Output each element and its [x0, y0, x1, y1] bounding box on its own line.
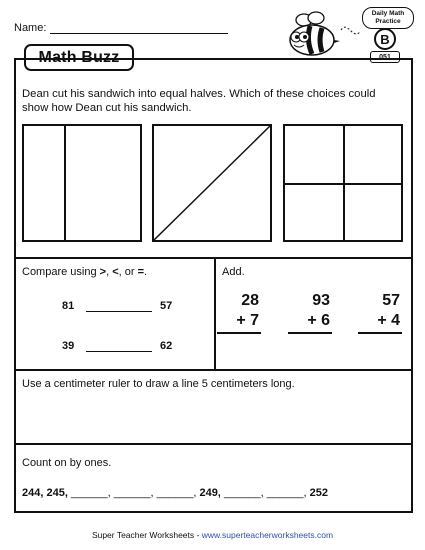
addend-bottom: + 6: [307, 312, 330, 329]
sequence-blank[interactable]: ______,: [156, 487, 197, 499]
bee-icon: [286, 10, 366, 60]
question-2-prompt: Compare using >, <, or =.: [22, 266, 148, 278]
choice-diagonal-halves[interactable]: [152, 124, 272, 242]
compare-left-number: 81: [62, 300, 75, 312]
badge-number: 051: [370, 51, 400, 63]
badge-level: B: [374, 28, 396, 50]
badge-title: Daily Math Practice: [362, 7, 414, 29]
choice-quarters[interactable]: [283, 124, 403, 242]
footer-text: Super Teacher Worksheets -: [91, 530, 202, 540]
ruler-drawing-area[interactable]: [22, 396, 406, 438]
question-4-prompt: Use a centimeter ruler to draw a line 5 centimeters long.: [22, 378, 295, 390]
sequence-blank[interactable]: ______,: [266, 487, 307, 499]
page-title: Math Buzz: [24, 44, 134, 71]
equals-symbol: =: [137, 266, 145, 278]
compare-left-number: 39: [62, 340, 75, 352]
choice-vertical-halves[interactable]: [22, 124, 142, 242]
compare-right-number: 57: [160, 300, 173, 312]
footer-url[interactable]: www.superteacherworksheets.com: [201, 530, 334, 540]
name-label: Name:: [14, 22, 47, 34]
addend-bottom: + 7: [236, 312, 259, 329]
sequence-value: 252: [309, 487, 328, 499]
sum-line[interactable]: [217, 332, 261, 334]
question-3-prompt: Add.: [222, 266, 245, 278]
compare-blank[interactable]: [86, 351, 152, 352]
greater-than-symbol: >: [99, 266, 107, 278]
addend-bottom: + 4: [377, 312, 400, 329]
sum-line[interactable]: [288, 332, 332, 334]
divider: [16, 443, 411, 445]
question-1-prompt: Dean cut his sandwich into equal halves. Which of these choices could show how Dean cut his sandwich.: [22, 88, 376, 114]
sum-line[interactable]: [358, 332, 402, 334]
sequence-value: 245,: [46, 487, 68, 499]
addend-top: 28: [241, 292, 259, 309]
compare-right-number: 62: [160, 340, 173, 352]
sequence-value: 244,: [22, 487, 44, 499]
compare-blank[interactable]: [86, 311, 152, 312]
addend-top: 57: [382, 292, 400, 309]
sequence-blank[interactable]: ______,: [70, 487, 111, 499]
sequence-value: 249,: [199, 487, 221, 499]
divider-vertical: [214, 257, 216, 369]
name-field-line[interactable]: [50, 33, 228, 34]
sequence-blank[interactable]: ______,: [223, 487, 264, 499]
less-than-symbol: <: [112, 266, 119, 278]
count-sequence: [22, 487, 328, 499]
footer: [0, 530, 425, 540]
diagonal-line: [154, 126, 270, 240]
sequence-blank[interactable]: ______,: [113, 487, 154, 499]
question-5-prompt: Count on by ones.: [22, 457, 112, 469]
divider: [16, 369, 411, 371]
addend-top: 93: [312, 292, 330, 309]
